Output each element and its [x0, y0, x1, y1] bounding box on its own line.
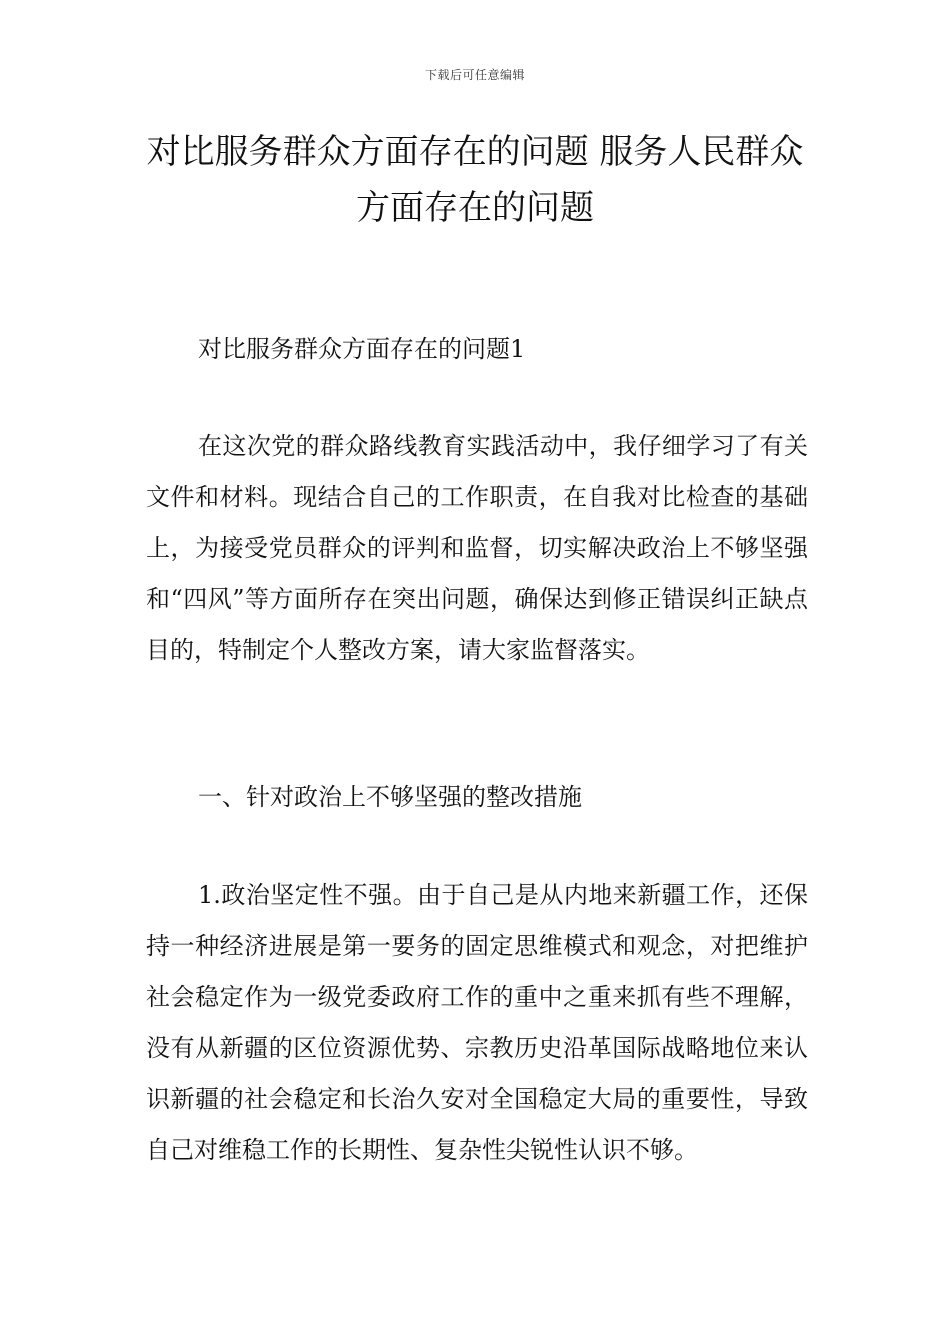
document-title: 对比服务群众方面存在的问题 服务人民群众方面存在的问题	[146, 132, 804, 228]
section-heading: 一、针对政治上不够坚强的整改措施	[198, 783, 582, 811]
header-note: 下载后可任意编辑	[424, 68, 525, 82]
document-subtitle: 对比服务群众方面存在的问题1	[198, 335, 526, 363]
paragraph-intro: 在这次党的群众路线教育实践活动中，我仔细学习了有关文件和材料。现结合自己的工作职责，在自我对比检查的基础上，为接受党员群众的评判和监督，切实解决政治上不够坚强和“四风”等方面所存在突出问题，确保达到修正错误纠正缺点目的，特制定个人整改方案，请大家监督落实。	[146, 432, 808, 664]
paragraph-item-1: 1.政治坚定性不强。由于自己是从内地来新疆工作，还保持一种经济进展是第一要务的固定思维模式和观念，对把维护社会稳定作为一级党委政府工作的重中之重来抓有些不理解，没有从新疆的区位资源优势、宗教历史沿革国际战略地位来认识新疆的社会稳定和长治久安对全国稳定大局的重要性，导致自己对维稳工作的长期性、复杂性尖锐性认识不够。	[146, 881, 808, 1164]
